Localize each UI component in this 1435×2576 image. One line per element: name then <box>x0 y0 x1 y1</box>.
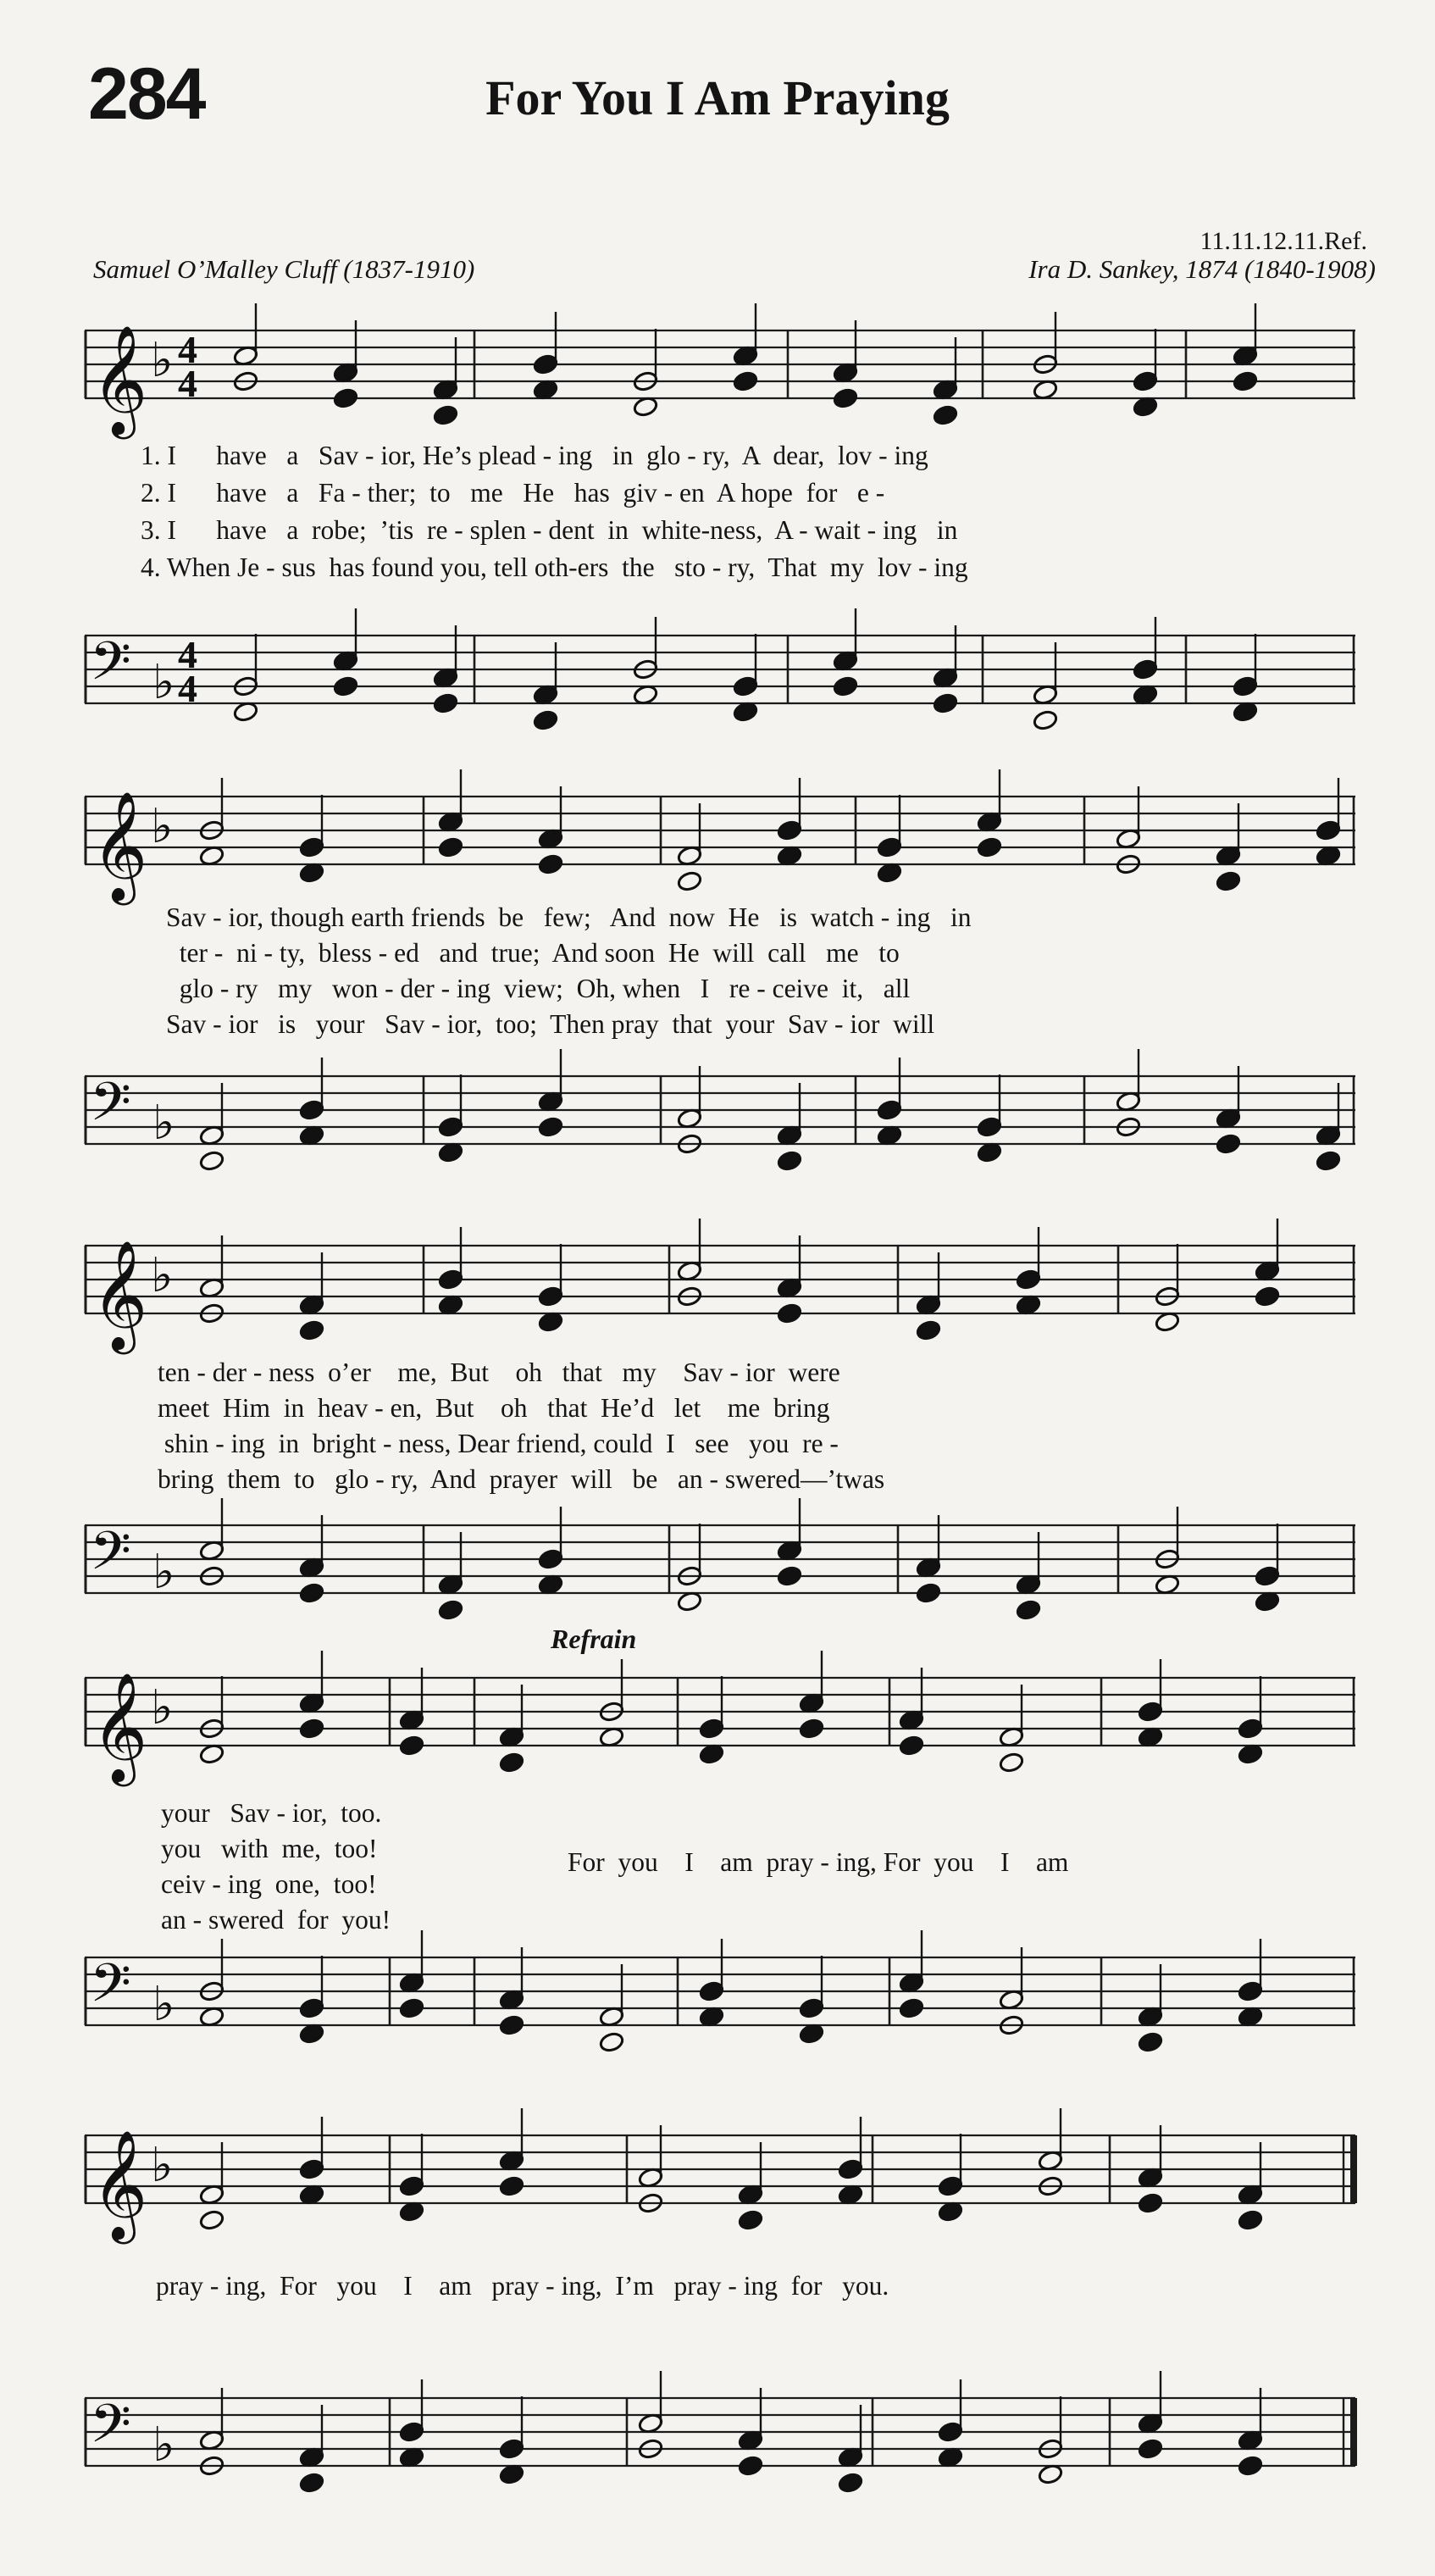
flat-icon: ♭ <box>152 657 175 709</box>
notehead <box>699 1980 725 2002</box>
lyric-text: 2. I have a Fa - ther; to me He has giv - en A hope for e - <box>141 478 885 508</box>
treble-staff <box>85 780 1355 901</box>
lyric-text: Sav - ior is your Sav - ior, too; Then pray that your Sav - ior will <box>166 1009 935 1039</box>
notehead <box>1233 675 1259 697</box>
notehead <box>1138 2031 1164 2053</box>
notehead <box>1138 2192 1164 2214</box>
notehead <box>438 836 464 858</box>
treble-clef-icon: 𝄞 <box>91 1672 148 1782</box>
notehead <box>538 1116 564 1138</box>
notehead <box>838 2472 864 2494</box>
notehead <box>433 404 459 426</box>
notehead <box>533 709 559 731</box>
notehead <box>1133 370 1159 392</box>
bass-clef-icon: 𝄢 <box>90 1519 131 1595</box>
lyric-text: glo - ry my won - der - ing view; Oh, when I re - ceive it, all <box>166 974 911 1003</box>
composer-credit: Ira D. Sankey, 1874 (1840-1908) <box>1028 254 1376 284</box>
notehead <box>1238 1980 1264 2002</box>
notehead <box>1138 2438 1164 2460</box>
bass-staff <box>85 1940 1355 2051</box>
refrain-lyric: For you I am pray - ing, For you I am <box>568 1847 1069 1877</box>
notehead <box>677 870 703 892</box>
notehead <box>299 1997 325 2019</box>
notehead <box>777 1150 803 1172</box>
notehead <box>916 1319 942 1341</box>
notehead <box>733 370 759 392</box>
notehead <box>299 2158 325 2180</box>
lyric-text: meet Him in heav - en, But oh that He’d let me bring <box>158 1393 830 1423</box>
treble-staff <box>85 314 1355 435</box>
notehead <box>499 2175 525 2197</box>
hymn-number: 284 <box>88 53 205 135</box>
treble-clef-icon: 𝄞 <box>91 1240 148 1350</box>
notehead <box>299 1319 325 1341</box>
flat-icon: ♭ <box>151 335 174 387</box>
notehead <box>799 1718 825 1740</box>
notehead <box>738 2455 764 2477</box>
notehead <box>899 1735 925 1757</box>
flat-icon: ♭ <box>152 2419 175 2472</box>
notehead <box>877 836 903 858</box>
notehead <box>199 2209 225 2231</box>
notehead <box>1255 1565 1281 1587</box>
notehead <box>1238 2455 1264 2477</box>
notehead <box>1133 658 1159 680</box>
time-signature: 4 <box>178 667 197 710</box>
treble-staff <box>85 2118 1355 2240</box>
time-signature: 4 <box>178 633 197 676</box>
notehead <box>1016 1269 1042 1291</box>
notehead <box>299 836 325 858</box>
notehead <box>833 387 859 409</box>
notehead <box>438 1599 464 1621</box>
lyric-text: bring them to glo - ry, And prayer will be an - swered—’twas <box>158 1464 885 1494</box>
time-signature: 4 <box>178 328 197 371</box>
notehead <box>299 1099 325 1121</box>
flat-icon: ♭ <box>151 1250 174 1302</box>
bass-staff <box>85 619 1355 729</box>
notehead <box>499 2014 525 2036</box>
lyric-text: pray - ing, For you I am pray - ing, I’m pray - ing for you. <box>156 2271 889 2301</box>
treble-staff <box>85 1661 1355 1782</box>
notehead <box>699 1718 725 1740</box>
flat-icon: ♭ <box>152 1546 175 1599</box>
notehead <box>777 819 803 841</box>
notehead <box>999 1752 1025 1774</box>
notehead <box>1255 1285 1281 1307</box>
notehead <box>399 2421 425 2443</box>
notehead <box>899 1997 925 2019</box>
flat-icon: ♭ <box>152 1979 175 2031</box>
notehead <box>438 1269 464 1291</box>
lyric-text: ter - ni - ty, bless - ed and true; And soon He will call me to <box>166 938 900 968</box>
flat-icon: ♭ <box>151 1682 174 1735</box>
notehead <box>499 2438 525 2460</box>
bass-clef-icon: 𝄢 <box>90 1951 131 2027</box>
notehead <box>1138 1701 1164 1723</box>
notehead <box>199 1150 225 1172</box>
lyric-text: your Sav - ior, too. <box>161 1798 382 1828</box>
treble-clef-icon: 𝄞 <box>91 325 148 435</box>
notehead <box>1238 2209 1264 2231</box>
notehead <box>877 1099 903 1121</box>
notehead <box>1233 370 1259 392</box>
lyric-text: ceiv - ing one, too! <box>161 1869 377 1899</box>
notehead <box>933 404 959 426</box>
notehead <box>777 1565 803 1587</box>
treble-clef-icon: 𝄞 <box>91 2129 148 2240</box>
bass-staff <box>85 1059 1355 1169</box>
notehead <box>1216 1133 1242 1155</box>
notehead <box>299 2472 325 2494</box>
notehead <box>1016 1599 1042 1621</box>
notehead <box>733 675 759 697</box>
notehead <box>399 1997 425 2019</box>
flat-icon: ♭ <box>151 801 174 853</box>
bass-staff <box>85 1508 1355 1618</box>
bass-clef-icon: 𝄢 <box>90 1070 131 1146</box>
notehead <box>399 2175 425 2197</box>
notehead <box>399 1735 425 1757</box>
notehead <box>299 1582 325 1604</box>
notehead <box>799 1997 825 2019</box>
lyric-text: an - swered for you! <box>161 1905 391 1935</box>
notehead <box>738 2209 764 2231</box>
notehead <box>938 2421 964 2443</box>
notehead <box>538 853 564 875</box>
notehead <box>1316 1150 1342 1172</box>
notehead <box>538 1285 564 1307</box>
flat-icon: ♭ <box>152 1097 175 1150</box>
notehead <box>433 692 459 714</box>
notehead <box>499 1752 525 1774</box>
author-credit: Samuel O’Malley Cluff (1837-1910) <box>93 254 475 284</box>
notehead <box>938 2175 964 2197</box>
flat-icon: ♭ <box>151 2140 174 2192</box>
notehead <box>1238 1718 1264 1740</box>
hymn-title: For You I Am Praying <box>485 70 950 125</box>
notehead <box>538 1548 564 1570</box>
treble-clef-icon: 𝄞 <box>91 791 148 901</box>
lyric-text: you with me, too! <box>161 1834 378 1863</box>
notehead <box>299 1718 325 1740</box>
notehead <box>533 353 559 375</box>
lyric-text: 3. I have a robe; ’tis re - splen - dent in white-ness, A - wait - ing in <box>141 515 958 545</box>
lyric-text: ten - der - ness o’er me, But oh that my Sav - ior were <box>158 1357 840 1387</box>
notehead <box>933 692 959 714</box>
bass-staff <box>85 2381 1355 2491</box>
bass-clef-icon: 𝄢 <box>90 2392 131 2468</box>
lyric-text: 1. I have a Sav - ior, He’s plead - ing in glo - ry, A dear, lov - ing <box>141 441 928 470</box>
notehead <box>1316 819 1342 841</box>
time-signature: 4 <box>178 362 197 405</box>
meter: 11.11.12.11.Ref. <box>1200 227 1367 255</box>
refrain-label: Refrain <box>551 1624 637 1654</box>
notehead <box>916 1582 942 1604</box>
treble-staff <box>85 1229 1355 1350</box>
lyric-text: shin - ing in bright - ness, Dear friend, could I see you re - <box>158 1429 839 1458</box>
notehead <box>977 836 1003 858</box>
bass-clef-icon: 𝄢 <box>90 630 131 705</box>
notehead <box>833 675 859 697</box>
notehead <box>838 2158 864 2180</box>
notehead <box>333 387 359 409</box>
notehead <box>599 2031 625 2053</box>
lyric-text: 4. When Je - sus has found you, tell oth-ers the sto - ry, That my lov - ing <box>141 552 968 582</box>
notehead <box>977 1116 1003 1138</box>
notehead <box>333 675 359 697</box>
notehead <box>1033 709 1059 731</box>
lyric-text: Sav - ior, though earth friends be few; And now He is watch - ing in <box>166 902 972 932</box>
notehead <box>1216 870 1242 892</box>
notehead <box>777 1302 803 1324</box>
notehead <box>438 1116 464 1138</box>
